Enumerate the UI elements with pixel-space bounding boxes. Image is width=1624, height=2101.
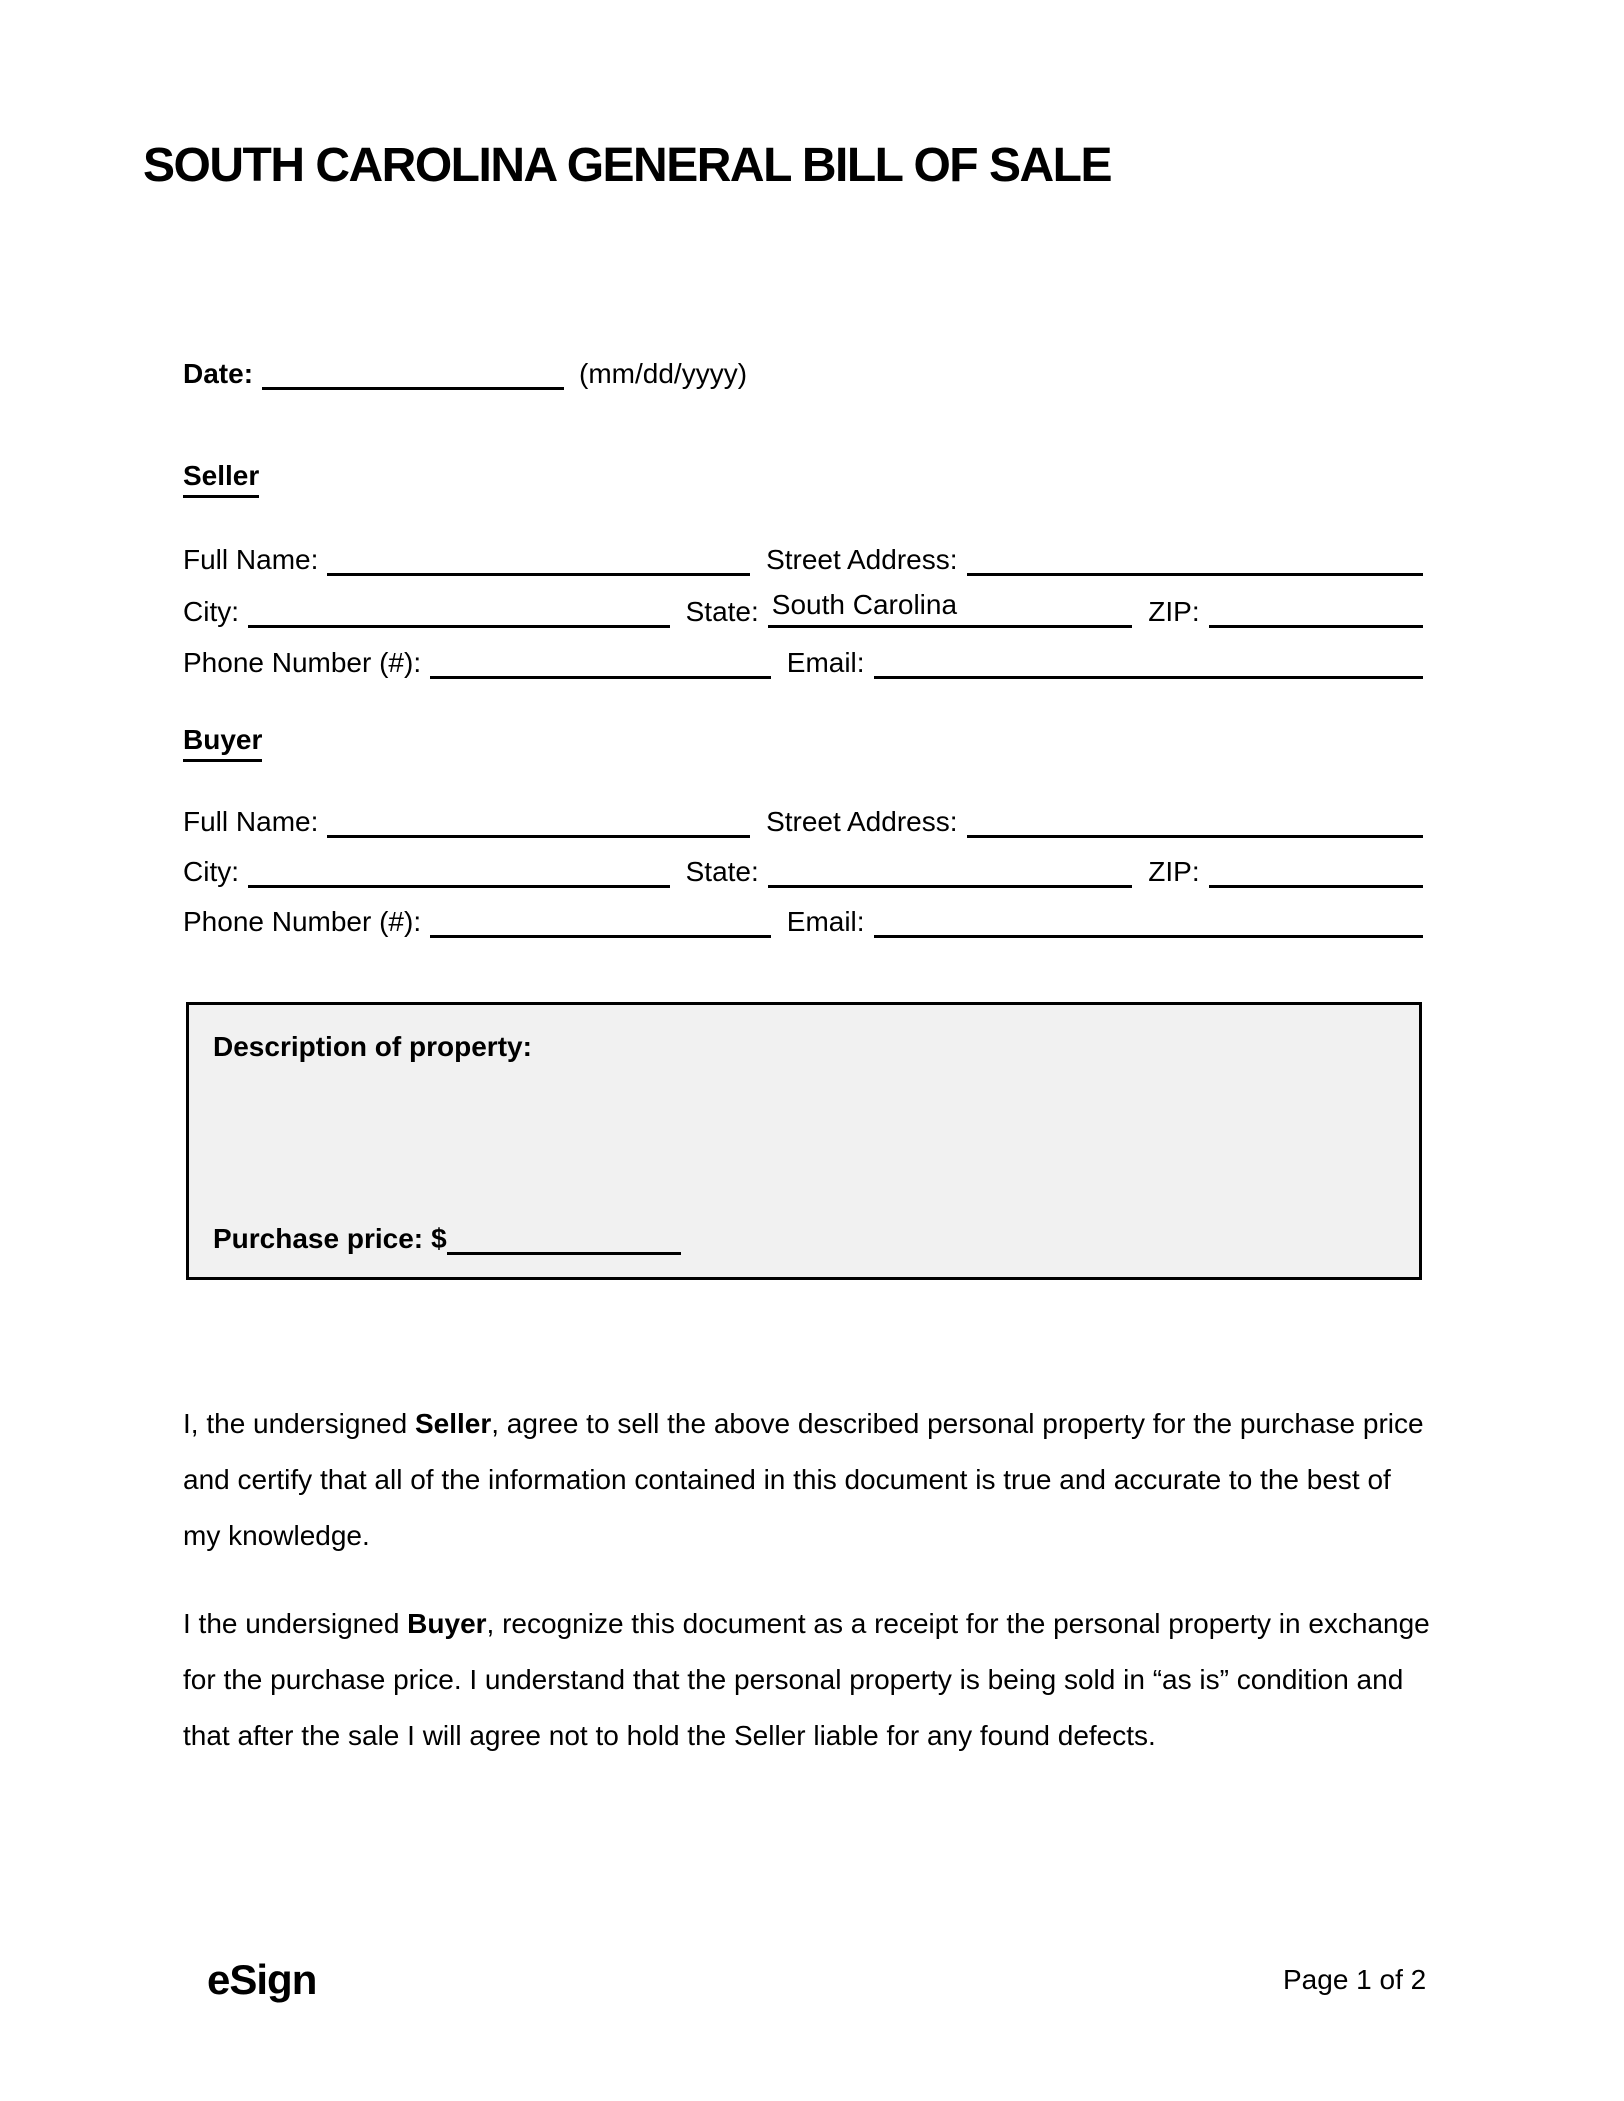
seller-phone-email-row xyxy=(183,637,1423,679)
seller-agreement-prefix: I, the undersigned xyxy=(183,1408,415,1439)
seller-city-line xyxy=(248,586,670,628)
buyer-section-heading: Buyer xyxy=(183,724,262,762)
esign-logo: eSign xyxy=(207,1956,317,2003)
seller-name-address-row xyxy=(183,534,1423,576)
seller-agreement-emphasis: Seller xyxy=(414,1408,492,1439)
buyer-street-address-line xyxy=(967,796,1424,838)
page-indicator: Page 1 of 2 xyxy=(1283,1964,1427,1995)
seller-state-label: State: xyxy=(685,596,759,627)
seller-city-label: City: xyxy=(183,596,239,627)
property-box xyxy=(186,1002,1422,1280)
seller-phone-label: Phone Number (#): xyxy=(183,647,422,678)
buyer-city-state-zip-row xyxy=(183,846,1423,888)
seller-street-address-label: Street Address: xyxy=(766,544,958,575)
date-fill-line xyxy=(262,348,564,390)
seller-section-heading: Seller xyxy=(183,460,259,498)
seller-street-address-line xyxy=(967,534,1424,576)
buyer-full-name-line xyxy=(327,796,750,838)
buyer-street-address-label: Street Address: xyxy=(766,806,958,837)
seller-phone-line xyxy=(430,637,771,679)
buyer-name-address-row xyxy=(183,796,1423,838)
buyer-full-name-label: Full Name: xyxy=(183,806,319,837)
buyer-zip-line xyxy=(1209,846,1423,888)
buyer-city-label: City: xyxy=(183,856,239,887)
seller-state-line xyxy=(768,586,1132,628)
date-label: Date: xyxy=(183,358,254,389)
purchase-price-line xyxy=(447,1212,681,1255)
property-description-label: Description of property: xyxy=(213,1031,532,1062)
buyer-agreement-suffix: , recognize this document as a receipt for the personal property in exchange for the purchase price. I understand that the personal property is being sold in “as is” condition and that after the sale I will agree not to hold the Seller liable for any found defects. xyxy=(183,1608,1430,1751)
buyer-agreement-paragraph xyxy=(183,1596,1435,1764)
buyer-agreement-prefix: I the undersigned xyxy=(183,1608,408,1639)
buyer-state-line xyxy=(768,846,1132,888)
seller-zip-label: ZIP: xyxy=(1148,596,1200,627)
buyer-phone-line xyxy=(430,896,771,938)
date-format-hint: (mm/dd/yyyy) xyxy=(579,358,748,389)
buyer-agreement-emphasis: Buyer xyxy=(407,1608,487,1639)
buyer-email-label: Email: xyxy=(786,906,865,937)
seller-zip-line xyxy=(1209,586,1423,628)
seller-agreement-suffix: , agree to sell the above described personal property for the purchase price and certify that all of the information contained in this document is true and accurate to the best of my knowledge. xyxy=(183,1408,1424,1551)
seller-state-value: South Carolina xyxy=(771,589,958,620)
buyer-city-line xyxy=(248,846,670,888)
buyer-phone-label: Phone Number (#): xyxy=(183,906,422,937)
currency-symbol: $ xyxy=(431,1223,447,1254)
date-row xyxy=(183,348,747,390)
purchase-price-row xyxy=(213,1215,681,1255)
buyer-email-line xyxy=(874,896,1423,938)
buyer-phone-email-row xyxy=(183,896,1423,938)
seller-email-line xyxy=(874,637,1423,679)
buyer-zip-label: ZIP: xyxy=(1148,856,1200,887)
buyer-state-label: State: xyxy=(685,856,759,887)
seller-full-name-label: Full Name: xyxy=(183,544,319,575)
seller-agreement-paragraph xyxy=(183,1396,1435,1564)
document-title: SOUTH CAROLINA GENERAL BILL OF SALE xyxy=(143,139,1111,192)
seller-email-label: Email: xyxy=(786,647,865,678)
seller-city-state-zip-row xyxy=(183,586,1423,628)
seller-full-name-line xyxy=(327,534,750,576)
purchase-price-label: Purchase price: xyxy=(213,1223,424,1254)
